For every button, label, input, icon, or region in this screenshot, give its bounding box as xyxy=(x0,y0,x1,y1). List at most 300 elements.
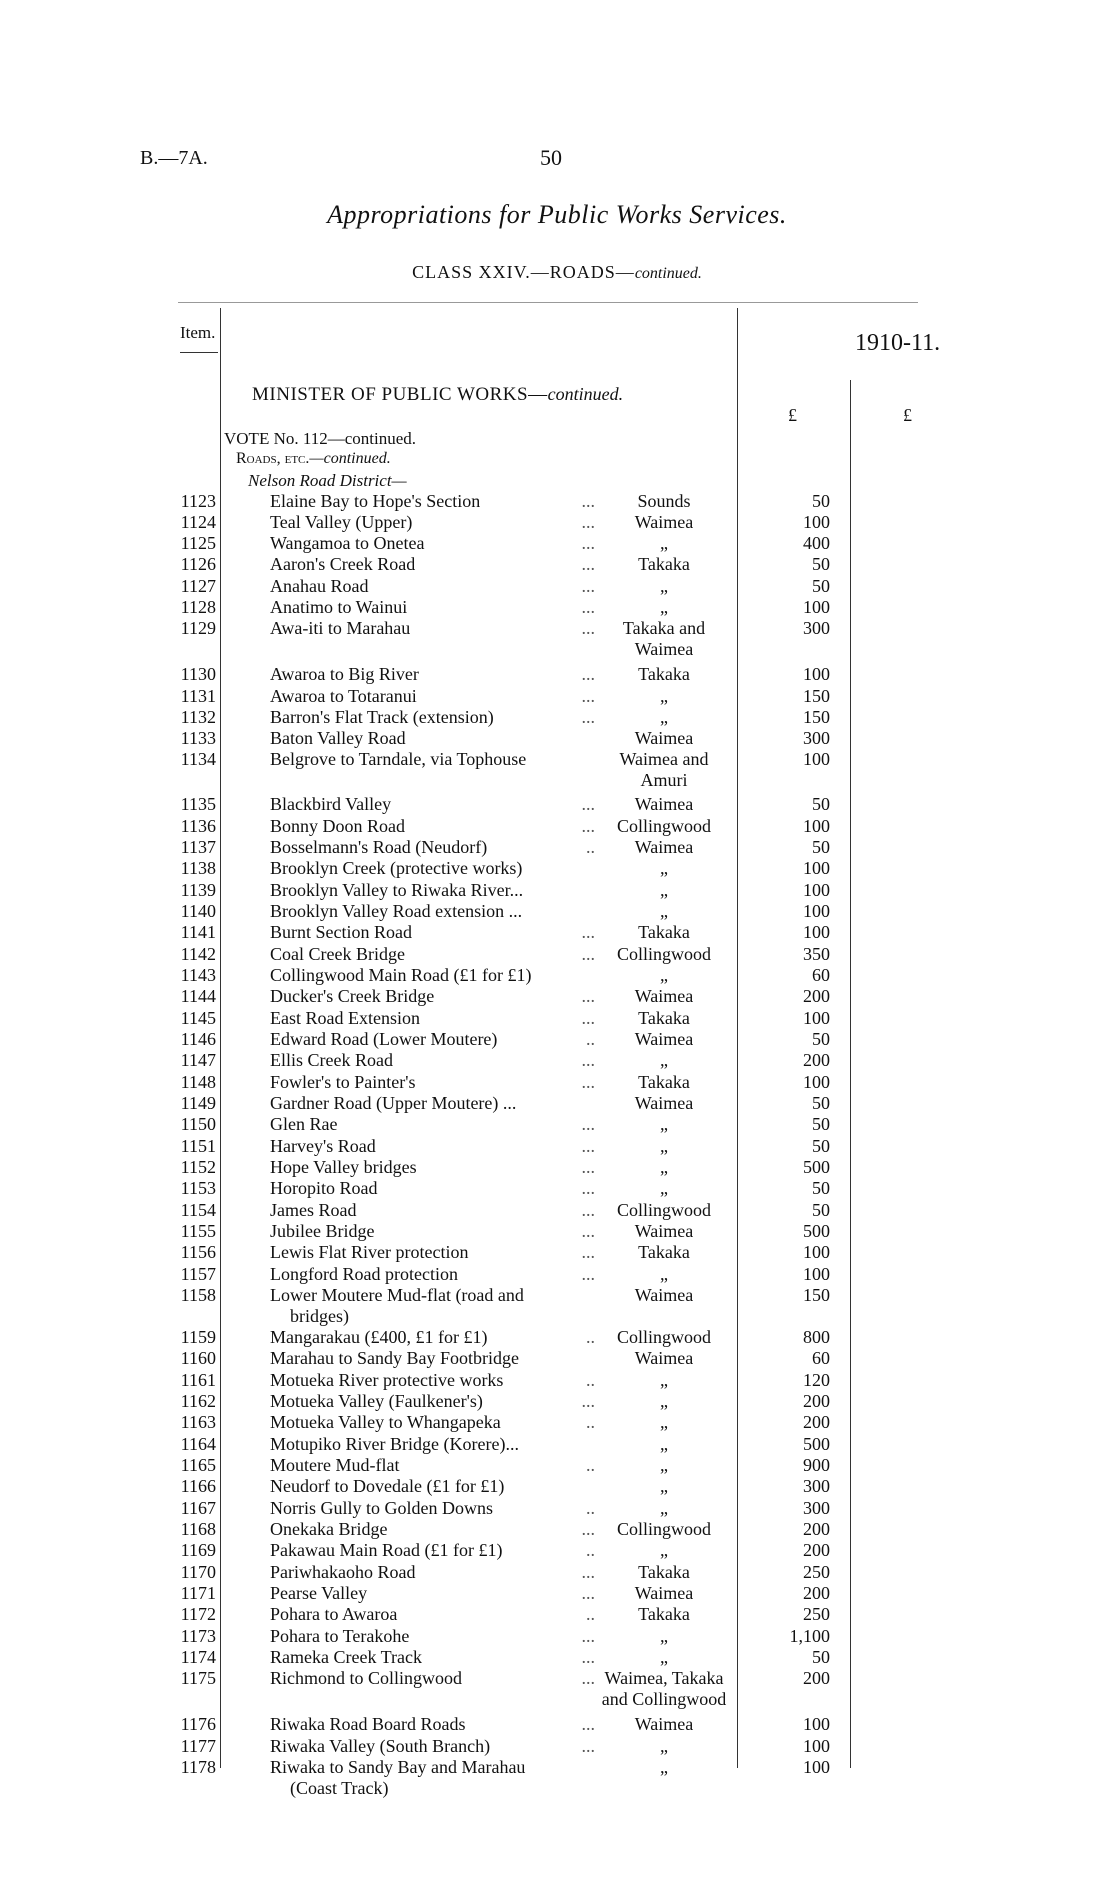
work-name-line1: Brooklyn Creek (protective works) xyxy=(270,858,523,878)
item-number: 1144 xyxy=(180,986,216,1006)
item-number: 1148 xyxy=(180,1072,216,1092)
column-rule-item xyxy=(220,308,221,1768)
work-name-line1: Pohara to Terakohe xyxy=(270,1626,410,1646)
amount: 900 xyxy=(803,1455,830,1475)
leader-dots: ... xyxy=(581,794,595,814)
amount: 500 xyxy=(803,1434,830,1454)
item-number: 1127 xyxy=(180,576,216,596)
roads-heading-main: Roads, etc. xyxy=(236,450,310,467)
district-line1: Waimea xyxy=(634,1221,694,1241)
amount: 100 xyxy=(803,1242,830,1262)
district-heading: Nelson Road District— xyxy=(248,471,407,490)
item-number: 1126 xyxy=(180,554,216,574)
item-number: 1141 xyxy=(180,922,216,942)
work-name xyxy=(270,1348,595,1369)
item-number: 1134 xyxy=(180,749,216,769)
district-cell xyxy=(595,707,733,728)
amount: 50 xyxy=(812,1136,830,1156)
work-name xyxy=(270,1264,595,1285)
district-line1: „ xyxy=(660,1476,668,1496)
work-name-line1: Onekaka Bridge xyxy=(270,1519,388,1539)
district-line1: Takaka xyxy=(638,1242,690,1262)
minister-heading-main: MINISTER OF PUBLIC WORKS— xyxy=(252,384,548,405)
leader-dots: ... xyxy=(581,533,595,553)
page-number: 50 xyxy=(540,145,562,170)
amount: 200 xyxy=(803,986,830,1006)
district-line1: Waimea xyxy=(634,512,694,532)
item-number: 1168 xyxy=(180,1519,216,1539)
top-rule xyxy=(178,302,918,303)
amount: 200 xyxy=(803,1391,830,1411)
leader-dots: ... xyxy=(581,1136,595,1156)
district-line1: „ xyxy=(660,1626,668,1646)
district-line1: „ xyxy=(660,1157,668,1177)
work-name-line1: Riwaka Road Board Roads xyxy=(270,1714,466,1734)
district-cell xyxy=(595,1327,733,1348)
district-line1: Takaka xyxy=(638,554,690,574)
item-number: 1149 xyxy=(180,1093,216,1113)
work-name-line2: bridges) xyxy=(290,1306,349,1326)
work-name xyxy=(270,1626,595,1647)
work-name xyxy=(270,880,595,901)
work-name xyxy=(270,1540,595,1561)
item-number: 1139 xyxy=(180,880,216,900)
item-number: 1130 xyxy=(180,664,216,684)
work-name xyxy=(270,749,595,770)
leader-dots: ... xyxy=(581,597,595,617)
work-name xyxy=(270,1714,595,1735)
amount: 150 xyxy=(803,1285,830,1305)
leader-dots: ... xyxy=(581,986,595,1006)
work-name xyxy=(270,1136,595,1157)
work-name xyxy=(270,618,595,639)
district-cell xyxy=(595,1412,733,1433)
item-number: 1162 xyxy=(180,1391,216,1411)
leader-dots: ... xyxy=(581,554,595,574)
work-name xyxy=(270,1050,595,1071)
district-cell xyxy=(595,1519,733,1540)
district-cell xyxy=(595,1604,733,1625)
item-number: 1145 xyxy=(180,1008,216,1028)
item-number: 1166 xyxy=(180,1476,216,1496)
district-line1: Takaka xyxy=(638,664,690,684)
amount: 60 xyxy=(812,965,830,985)
district-cell xyxy=(595,512,733,533)
work-name xyxy=(270,1476,595,1497)
district-line1: Waimea xyxy=(634,1583,694,1603)
leader-dots: ... xyxy=(581,1519,595,1539)
work-name xyxy=(270,1498,595,1519)
work-name-line1: Riwaka Valley (South Branch) xyxy=(270,1736,491,1756)
work-name-line1: Neudorf to Dovedale (£1 for £1) xyxy=(270,1476,505,1496)
work-name xyxy=(270,1178,595,1199)
amount: 300 xyxy=(803,618,830,638)
work-name xyxy=(270,1455,595,1476)
district-line1: „ xyxy=(660,597,668,617)
district-cell xyxy=(595,1072,733,1093)
item-number: 1136 xyxy=(180,816,216,836)
district-cell xyxy=(595,1264,733,1285)
district-cell xyxy=(595,1200,733,1221)
leader-dots: ... xyxy=(581,512,595,532)
leader-dots: ... xyxy=(581,922,595,942)
work-name-line1: Riwaka to Sandy Bay and Marahau xyxy=(270,1757,526,1777)
district-line1: „ xyxy=(660,1736,668,1756)
amount: 300 xyxy=(803,1476,830,1496)
item-column-header: Item. xyxy=(180,323,216,342)
item-number: 1143 xyxy=(180,965,216,985)
item-number: 1174 xyxy=(180,1647,216,1667)
minister-heading-cont: continued. xyxy=(547,384,624,404)
leader-dots: ... xyxy=(581,1668,595,1688)
leader-dots: ... xyxy=(581,1391,595,1411)
district-cell xyxy=(595,491,733,512)
leader-dots: ... xyxy=(581,618,595,638)
work-name xyxy=(270,1157,595,1178)
leader-dots: .. xyxy=(586,1029,595,1049)
year-column-header: 1910-11. xyxy=(855,330,941,356)
item-number: 1158 xyxy=(180,1285,216,1305)
amount: 50 xyxy=(812,837,830,857)
item-number: 1153 xyxy=(180,1178,216,1198)
roads-heading-cont: —continued. xyxy=(309,450,391,467)
district-cell xyxy=(595,533,733,554)
work-name xyxy=(270,986,595,1007)
work-name-line1: Brooklyn Valley to Riwaka River... xyxy=(270,880,524,900)
work-name-line1: Awaroa to Big River xyxy=(270,664,419,684)
amount: 100 xyxy=(803,1736,830,1756)
amount: 100 xyxy=(803,1264,830,1284)
item-number: 1156 xyxy=(180,1242,216,1262)
work-name xyxy=(270,1008,595,1029)
leader-dots: .. xyxy=(586,1455,595,1475)
work-name xyxy=(270,1029,595,1050)
item-number: 1128 xyxy=(180,597,216,617)
work-name-line1: Barron's Flat Track (extension) xyxy=(270,707,494,727)
item-number: 1138 xyxy=(180,858,216,878)
district-line1: Takaka xyxy=(638,1072,690,1092)
amount: 400 xyxy=(803,533,830,553)
work-name xyxy=(270,1285,595,1327)
item-number: 1151 xyxy=(180,1136,216,1156)
work-name xyxy=(270,686,595,707)
leader-dots: .. xyxy=(586,1370,595,1390)
district-line1: Waimea xyxy=(634,837,694,857)
work-name-line1: Blackbird Valley xyxy=(270,794,392,814)
work-name-line1: Awa-iti to Marahau xyxy=(270,618,411,638)
leader-dots: ... xyxy=(581,1562,595,1582)
leader-dots: ... xyxy=(581,1178,595,1198)
work-name-line1: Lewis Flat River protection xyxy=(270,1242,469,1262)
amount: 250 xyxy=(803,1562,830,1582)
district-line1: Waimea xyxy=(634,1029,694,1049)
district-line1: „ xyxy=(660,707,668,727)
work-name-line1: Gardner Road (Upper Moutere) ... xyxy=(270,1093,517,1113)
item-number: 1155 xyxy=(180,1221,216,1241)
amount: 1,100 xyxy=(789,1626,830,1646)
amount: 250 xyxy=(803,1604,830,1624)
district-cell xyxy=(595,1221,733,1242)
leader-dots: ... xyxy=(581,1626,595,1646)
amount: 200 xyxy=(803,1540,830,1560)
district-line1: Waimea, Takaka xyxy=(604,1668,724,1688)
district-cell xyxy=(595,686,733,707)
district-cell xyxy=(595,554,733,575)
work-name-line1: Teal Valley (Upper) xyxy=(270,512,413,532)
work-name-line2: (Coast Track) xyxy=(290,1778,389,1798)
district-line1: Takaka xyxy=(638,922,690,942)
work-name-line1: Anatimo to Wainui xyxy=(270,597,408,617)
item-number: 1175 xyxy=(180,1668,216,1688)
amount: 200 xyxy=(803,1412,830,1432)
item-number: 1176 xyxy=(180,1714,216,1734)
work-name xyxy=(270,664,595,685)
amount: 100 xyxy=(803,749,830,769)
district-cell xyxy=(595,944,733,965)
district-line1: Takaka xyxy=(638,1562,690,1582)
class-heading-cont: continued. xyxy=(634,265,702,282)
district-line1: Collingwood xyxy=(616,1519,711,1539)
leader-dots: ... xyxy=(581,1114,595,1134)
district-cell xyxy=(595,1434,733,1455)
amount: 60 xyxy=(812,1348,830,1368)
work-name xyxy=(270,858,595,879)
work-name-line1: Edward Road (Lower Moutere) xyxy=(270,1029,498,1049)
item-number: 1142 xyxy=(180,944,216,964)
work-name xyxy=(270,597,595,618)
column-rule-district xyxy=(737,308,738,1768)
amount: 100 xyxy=(803,597,830,617)
work-name-line1: Fowler's to Painter's xyxy=(270,1072,416,1092)
district-line1: „ xyxy=(660,1540,668,1560)
work-name xyxy=(270,1391,595,1412)
district-cell xyxy=(595,1647,733,1668)
district-cell xyxy=(595,1476,733,1497)
amount: 50 xyxy=(812,1029,830,1049)
work-name-line1: Belgrove to Tarndale, via Tophouse xyxy=(270,749,527,769)
item-number: 1161 xyxy=(180,1370,216,1390)
work-name xyxy=(270,1736,595,1757)
work-name-line1: Marahau to Sandy Bay Footbridge xyxy=(270,1348,519,1368)
work-name xyxy=(270,965,595,986)
work-name-line1: Ellis Creek Road xyxy=(270,1050,393,1070)
district-cell xyxy=(595,1757,733,1778)
amount: 50 xyxy=(812,1093,830,1113)
work-name xyxy=(270,1434,595,1455)
leader-dots: ... xyxy=(581,1583,595,1603)
district-line1: „ xyxy=(660,1264,668,1284)
amount: 100 xyxy=(803,664,830,684)
leader-dots: ... xyxy=(581,686,595,706)
amount: 800 xyxy=(803,1327,830,1347)
minister-heading xyxy=(252,384,623,406)
district-cell xyxy=(595,1050,733,1071)
page-ref: B.—7A. xyxy=(140,147,208,169)
district-line1: Collingwood xyxy=(616,816,711,836)
leader-dots: ... xyxy=(581,944,595,964)
work-name xyxy=(270,922,595,943)
item-number: 1152 xyxy=(180,1157,216,1177)
leader-dots: .. xyxy=(586,1540,595,1560)
district-line2: Amuri xyxy=(640,770,688,790)
district-line1: Takaka xyxy=(638,1008,690,1028)
district-cell xyxy=(595,1178,733,1199)
amount: 200 xyxy=(803,1050,830,1070)
district-cell xyxy=(595,1626,733,1647)
district-line1: „ xyxy=(660,1498,668,1518)
district-line1: „ xyxy=(660,901,668,921)
district-cell xyxy=(595,1391,733,1412)
item-number: 1163 xyxy=(180,1412,216,1432)
column-rule-amount xyxy=(850,380,851,1768)
district-line1: Waimea xyxy=(634,1348,694,1368)
district-cell xyxy=(595,1114,733,1135)
item-number: 1132 xyxy=(180,707,216,727)
class-heading xyxy=(0,262,1114,283)
amount: 200 xyxy=(803,1583,830,1603)
leader-dots: ... xyxy=(581,1647,595,1667)
leader-dots: ... xyxy=(581,576,595,596)
district-cell xyxy=(595,728,733,749)
amount: 150 xyxy=(803,686,830,706)
work-name xyxy=(270,901,595,922)
district-cell xyxy=(595,1093,733,1114)
district-cell xyxy=(595,1455,733,1476)
work-name-line1: Moutere Mud-flat xyxy=(270,1455,400,1475)
work-name xyxy=(270,707,595,728)
work-name xyxy=(270,491,595,512)
amount: 50 xyxy=(812,491,830,511)
currency-header-1: £ xyxy=(788,405,797,425)
class-heading-main: CLASS XXIV.—ROADS— xyxy=(412,262,635,282)
work-name-line1: Mangarakau (£400, £1 for £1) xyxy=(270,1327,488,1347)
item-number: 1129 xyxy=(180,618,216,638)
leader-dots: ... xyxy=(581,1157,595,1177)
district-cell xyxy=(595,1157,733,1178)
district-cell xyxy=(595,1498,733,1519)
district-line1: Waimea xyxy=(634,728,694,748)
work-name xyxy=(270,1242,595,1263)
district-cell xyxy=(595,1583,733,1604)
work-name xyxy=(270,837,595,858)
amount: 100 xyxy=(803,1714,830,1734)
district-line1: „ xyxy=(660,1412,668,1432)
district-line1: „ xyxy=(660,1647,668,1667)
amount: 500 xyxy=(803,1221,830,1241)
work-name xyxy=(270,1604,595,1625)
district-cell xyxy=(595,1540,733,1561)
district-line1: Waimea xyxy=(634,986,694,1006)
amount: 50 xyxy=(812,1200,830,1220)
district-line1: „ xyxy=(660,576,668,596)
amount: 200 xyxy=(803,1519,830,1539)
amount: 200 xyxy=(803,1668,830,1688)
amount: 50 xyxy=(812,1647,830,1667)
roads-heading xyxy=(236,450,391,468)
work-name xyxy=(270,1668,595,1689)
work-name xyxy=(270,533,595,554)
amount: 100 xyxy=(803,1072,830,1092)
amount: 50 xyxy=(812,1114,830,1134)
district-line1: „ xyxy=(660,1455,668,1475)
district-cell xyxy=(595,816,733,837)
work-name-line1: Anahau Road xyxy=(270,576,369,596)
item-number: 1146 xyxy=(180,1029,216,1049)
district-cell xyxy=(595,1029,733,1050)
work-name-line1: East Road Extension xyxy=(270,1008,420,1028)
item-number: 1165 xyxy=(180,1455,216,1475)
district-cell xyxy=(595,1136,733,1157)
item-number: 1147 xyxy=(180,1050,216,1070)
work-name xyxy=(270,1370,595,1391)
district-cell xyxy=(595,664,733,685)
district-line2: and Collingwood xyxy=(601,1689,727,1709)
district-cell xyxy=(595,1285,733,1306)
district-cell xyxy=(595,922,733,943)
work-name-line1: Pearse Valley xyxy=(270,1583,368,1603)
work-name-line1: Aaron's Creek Road xyxy=(270,554,416,574)
item-number: 1154 xyxy=(180,1200,216,1220)
item-number: 1172 xyxy=(180,1604,216,1624)
work-name xyxy=(270,1757,595,1799)
leader-dots: ... xyxy=(581,1050,595,1070)
item-number: 1150 xyxy=(180,1114,216,1134)
district-cell xyxy=(595,749,733,791)
work-name xyxy=(270,1519,595,1540)
item-number: 1157 xyxy=(180,1264,216,1284)
leader-dots: ... xyxy=(581,491,595,511)
item-number: 1178 xyxy=(180,1757,216,1777)
work-name-line1: Pakawau Main Road (£1 for £1) xyxy=(270,1540,503,1560)
district-line1: „ xyxy=(660,1434,668,1454)
leader-dots: .. xyxy=(586,1412,595,1432)
amount: 100 xyxy=(803,1008,830,1028)
district-line1: „ xyxy=(660,1757,668,1777)
district-line1: Collingwood xyxy=(616,944,711,964)
work-name-line1: Ducker's Creek Bridge xyxy=(270,986,435,1006)
district-line1: „ xyxy=(660,1370,668,1390)
work-name xyxy=(270,554,595,575)
work-name xyxy=(270,1583,595,1604)
district-cell xyxy=(595,576,733,597)
work-name-line1: Bosselmann's Road (Neudorf) xyxy=(270,837,488,857)
leader-dots: .. xyxy=(586,1604,595,1624)
district-line1: Collingwood xyxy=(616,1327,711,1347)
amount: 100 xyxy=(803,901,830,921)
leader-dots: ... xyxy=(581,1221,595,1241)
district-cell xyxy=(595,965,733,986)
amount: 100 xyxy=(803,880,830,900)
district-line1: „ xyxy=(660,1050,668,1070)
district-cell xyxy=(595,880,733,901)
leader-dots: .. xyxy=(586,837,595,857)
leader-dots: .. xyxy=(586,1498,595,1518)
leader-dots: ... xyxy=(581,707,595,727)
district-cell xyxy=(595,1668,733,1710)
district-cell xyxy=(595,837,733,858)
work-name-line1: Longford Road protection xyxy=(270,1264,458,1284)
district-line1: Takaka xyxy=(638,1604,690,1624)
work-name xyxy=(270,728,595,749)
work-name xyxy=(270,1412,595,1433)
amount: 500 xyxy=(803,1157,830,1177)
work-name xyxy=(270,816,595,837)
leader-dots: ... xyxy=(581,664,595,684)
item-number: 1135 xyxy=(180,794,216,814)
district-line1: Collingwood xyxy=(616,1200,711,1220)
district-cell xyxy=(595,858,733,879)
amount: 350 xyxy=(803,944,830,964)
